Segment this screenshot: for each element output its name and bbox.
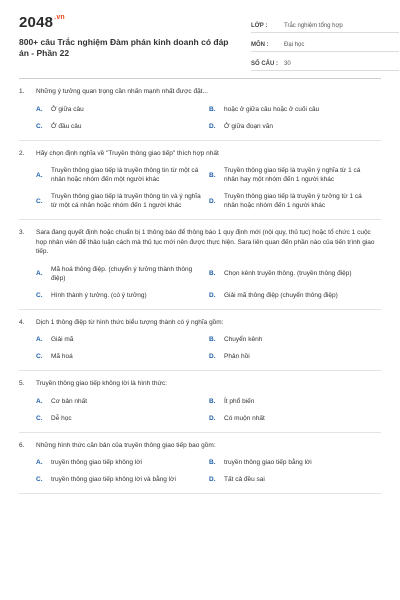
- question-text: [19, 149, 381, 159]
- answer-option[interactable]: [209, 394, 381, 409]
- answer-options: [36, 262, 381, 303]
- option-letter: B.: [209, 171, 216, 179]
- option-text: truyền thông giao tiếp không lời và bằng lời: [51, 476, 176, 483]
- meta-label: SỐ CÂU :: [251, 61, 278, 67]
- option-text: Mã hoá: [51, 353, 73, 360]
- option-text: Truyền thông giao tiếp là truyền thông tin và ý nghĩa từ một cá nhân hoặc nhóm đến 1 người khác: [51, 193, 201, 209]
- option-text: Chọn kênh truyền thông. (truyền thông điệp): [224, 270, 352, 277]
- option-letter: C.: [36, 197, 43, 205]
- option-letter: A.: [36, 397, 43, 405]
- option-text: Dễ học: [51, 414, 72, 422]
- page-title: 800+ câu Trắc nghiệm Đàm phán kinh doanh có đáp án - Phần 22: [19, 37, 229, 58]
- answer-option[interactable]: [36, 349, 209, 364]
- question-number: 6.: [19, 441, 25, 449]
- option-letter: A.: [36, 171, 43, 179]
- question-5: [19, 371, 381, 433]
- question-text: [19, 379, 381, 389]
- question-number: 3.: [19, 229, 25, 236]
- answer-options: [36, 394, 381, 426]
- option-text: Truyền thông giao tiếp là truyền ý tưởng từ 1 cá nhân hoặc nhóm đến 1 người khác: [224, 193, 362, 209]
- question-number: 2.: [19, 149, 25, 157]
- answer-option[interactable]: [36, 163, 209, 187]
- logo-text: 2048: [19, 14, 54, 31]
- question-3: [19, 220, 381, 310]
- question-text: [19, 228, 381, 257]
- option-letter: C.: [36, 291, 43, 299]
- answer-option[interactable]: [36, 394, 209, 409]
- meta-value: 30: [284, 61, 291, 67]
- answer-option[interactable]: [209, 288, 381, 303]
- meta-label: LỚP :: [251, 23, 268, 29]
- option-letter: D.: [209, 291, 216, 299]
- option-letter: C.: [36, 414, 43, 422]
- answer-options: [36, 102, 381, 134]
- meta-row-class: [251, 14, 399, 33]
- option-letter: B.: [209, 459, 216, 466]
- option-text: truyền thông giao tiếp không lời: [51, 459, 142, 466]
- option-letter: C.: [36, 476, 43, 483]
- meta-row-count: [251, 52, 399, 71]
- option-text: Hình thành ý tưởng. (có ý tưởng): [51, 291, 147, 299]
- answer-options: [36, 455, 381, 487]
- logo-tld: .vn: [54, 14, 65, 21]
- answer-option[interactable]: [36, 102, 209, 117]
- question-body: Hãy chọn định nghĩa về "Truyền thông giao tiếp" thích hợp nhất: [36, 149, 219, 157]
- question-4: [19, 310, 381, 372]
- option-text: Ở giữa đoạn văn: [224, 122, 273, 130]
- option-letter: B.: [209, 105, 216, 113]
- question-text: [19, 441, 381, 451]
- option-letter: A.: [36, 105, 43, 113]
- answer-option[interactable]: [209, 455, 381, 470]
- option-letter: D.: [209, 197, 216, 205]
- option-text: Mã hoá thông điệp. (chuyển ý tưởng thành thông điệp): [51, 265, 193, 282]
- answer-option[interactable]: [209, 472, 381, 487]
- answer-option[interactable]: [36, 119, 209, 134]
- answer-option[interactable]: [209, 163, 381, 187]
- answer-option[interactable]: [36, 262, 209, 286]
- meta-value: Đại học: [284, 42, 305, 48]
- option-letter: D.: [209, 122, 216, 130]
- option-text: Có muộn nhất: [224, 414, 265, 422]
- question-1: [19, 79, 381, 141]
- option-text: Tất cả đều sai: [224, 476, 265, 483]
- question-body: Sara đang quyết định hoặc chuẩn bị 1 thông báo để thông báo 1 quy định mới (nội quy, thủ tục) hoặc tổ chức 1 cuộc họp nhân viên để thảo luận cách mà thủ tục mới nên được thực hiện. Sara liên quan đến phần nào của tiến trình giao tiếp.: [36, 229, 375, 255]
- answer-option[interactable]: [36, 472, 209, 487]
- answer-option[interactable]: [209, 332, 381, 347]
- page-header: [19, 14, 381, 72]
- option-letter: D.: [209, 414, 216, 422]
- answer-option[interactable]: [209, 102, 381, 117]
- option-letter: A.: [36, 270, 43, 277]
- option-letter: A.: [36, 459, 43, 466]
- option-text: Ít phổ biến: [224, 397, 255, 405]
- question-text: [19, 318, 381, 328]
- option-letter: A.: [36, 336, 43, 343]
- meta-label: MÔN :: [251, 42, 269, 48]
- question-number: 1.: [19, 88, 25, 95]
- answer-option[interactable]: [209, 411, 381, 426]
- option-letter: B.: [209, 270, 216, 277]
- question-number: 4.: [19, 318, 25, 326]
- option-text: Giải mã thông điệp (chuyển thông điệp): [224, 291, 338, 299]
- option-text: truyền thông giao tiếp bằng lời: [224, 459, 312, 466]
- option-text: Giải mã: [51, 336, 74, 343]
- quiz-meta: [251, 14, 399, 71]
- answer-option[interactable]: [36, 455, 209, 470]
- answer-option[interactable]: [36, 411, 209, 426]
- question-body: Những ý tưởng quan trọng cần nhấn mạnh nhất được đặt...: [36, 88, 208, 95]
- option-text: Ở giữa câu: [51, 105, 84, 113]
- answer-option[interactable]: [209, 119, 381, 134]
- option-text: Phản hồi: [224, 353, 250, 360]
- option-text: Truyền thông giao tiếp là truyền ý nghĩa từ 1 cá nhân hay một nhóm đến 1 người khác: [224, 167, 361, 183]
- option-letter: B.: [209, 336, 216, 343]
- question-number: 5.: [19, 380, 25, 387]
- answer-option[interactable]: [209, 349, 381, 364]
- option-text: Truyền thông giao tiếp là truyền thông tin từ một cá nhân hoặc nhóm đến một người khác: [51, 167, 199, 183]
- option-text: Chuyển kênh: [224, 336, 263, 343]
- question-text: [19, 87, 381, 97]
- question-body: Những hình thức căn bản của truyền thông giao tiếp bao gồm:: [36, 441, 216, 449]
- option-letter: B.: [209, 397, 216, 405]
- question-body: Dịch 1 thông điệp từ hình thức biểu tượng thành có ý nghĩa gồm:: [36, 318, 224, 326]
- option-letter: D.: [209, 353, 216, 360]
- question-2: [19, 141, 381, 221]
- answer-options: [36, 332, 381, 364]
- option-text: Cơ bản nhất: [51, 397, 88, 405]
- option-text: Ở đầu câu: [51, 122, 82, 130]
- answer-option[interactable]: [36, 288, 209, 303]
- question-list: [19, 79, 381, 494]
- answer-option[interactable]: [36, 332, 209, 347]
- answer-options: [36, 163, 381, 213]
- option-letter: D.: [209, 476, 216, 483]
- question-6: [19, 433, 381, 495]
- answer-option[interactable]: [36, 189, 209, 213]
- answer-option[interactable]: [209, 262, 381, 286]
- option-text: hoặc ở giữa câu hoặc ở cuối câu: [224, 105, 320, 113]
- question-body: Truyền thông giao tiếp không lời là hình thức:: [36, 380, 167, 387]
- meta-row-subject: [251, 33, 399, 52]
- meta-value: Trắc nghiệm tổng hợp: [284, 23, 343, 29]
- option-letter: C.: [36, 122, 43, 130]
- option-letter: C.: [36, 353, 43, 360]
- answer-option[interactable]: [209, 189, 381, 213]
